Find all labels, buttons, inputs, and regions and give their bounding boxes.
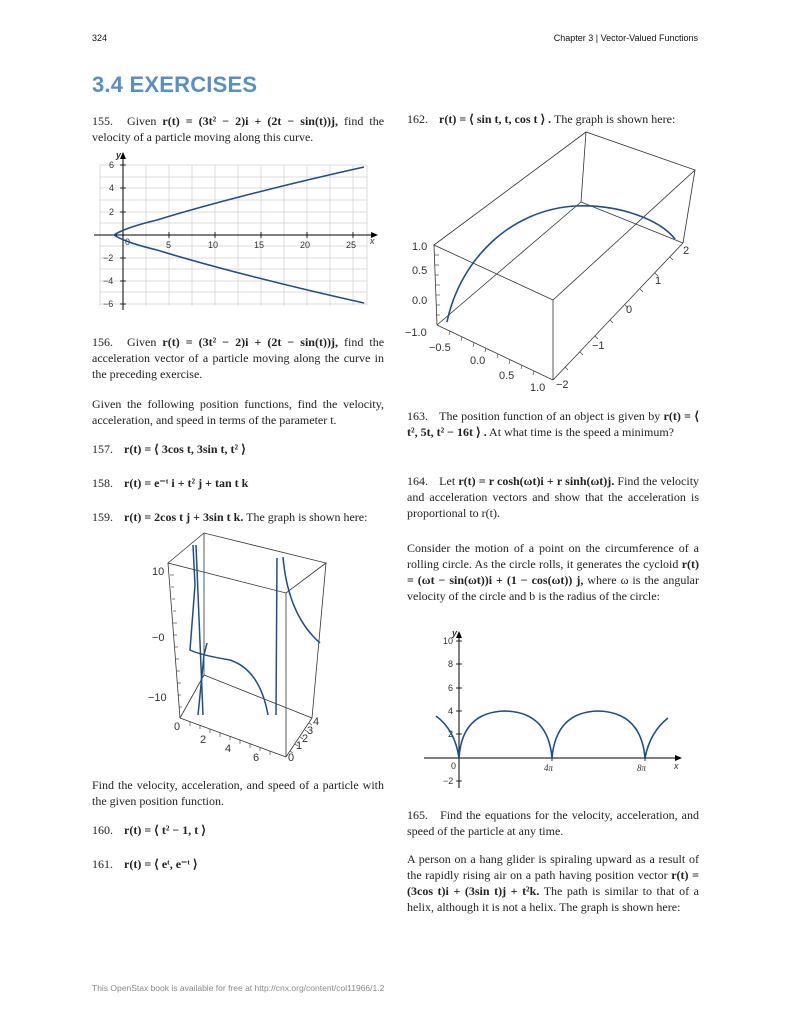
chapter-title: Chapter 3 | Vector-Valued Functions [553,33,698,43]
svg-text:10: 10 [152,566,165,578]
svg-text:2: 2 [109,207,115,217]
svg-text:0: 0 [451,761,457,771]
svg-text:4: 4 [225,743,232,755]
exercise-160: 160. r(t) = ⟨ t² − 1, t ⟩ [92,823,206,837]
svg-text:−0: −0 [152,632,165,644]
svg-text:y: y [116,150,122,160]
svg-text:1: 1 [296,740,303,752]
svg-text:10: 10 [208,240,219,250]
svg-text:−2: −2 [556,379,569,391]
svg-text:15: 15 [254,240,265,250]
svg-text:6: 6 [253,752,260,764]
cycloid-curve [436,711,668,758]
svg-text:x: x [370,236,375,246]
svg-text:6: 6 [448,683,454,693]
parametric-curve [447,206,675,322]
svg-text:20: 20 [300,240,311,250]
svg-text:0: 0 [125,237,131,247]
math-expression: r(t) = (3t² − 2)i + (2t − sin(t))j, [162,114,338,128]
svg-text:−4: −4 [103,276,114,286]
section-title: 3.4 EXERCISES [92,72,258,97]
svg-text:4: 4 [313,716,320,728]
svg-text:1: 1 [655,275,662,287]
svg-text:6: 6 [109,160,115,170]
svg-text:−2: −2 [443,776,454,786]
figure-cycloid [410,620,700,790]
exercise-161: 161. r(t) = ⟨ eᵗ, e⁻ᵗ ⟩ [92,857,198,871]
cycloid-description: Consider the motion of a point on the circumference of a rolling circle. As the circle rolls, it generates the cycloid r(t) = (ωt − sin(ωt))i + (1 − cos(ωt)) j, where ω is the angular velocity of the circle and b is the radius of the circle: [407,541,700,603]
svg-text:1.0: 1.0 [530,382,546,394]
svg-text:8: 8 [448,659,454,669]
svg-text:2: 2 [448,729,454,739]
page-number: 324 [92,33,108,43]
svg-text:4π: 4π [544,763,554,773]
svg-text:0: 0 [626,304,633,316]
figure-155-parabola [92,148,384,313]
curve-segments [190,545,320,715]
hang-glider-description: A person on a hang glider is spiraling upward as a result of the rapidly rising air on a path having position vector r(t) = (3cos t)i + (3sin t)j + t²k. The path is similar to that of a helix, although it is not a helix. The graph is shown here: [407,852,700,914]
svg-text:−1.0: −1.0 [405,327,427,339]
exercise-162: 162. r(t) = ⟨ sin t, t, cos t ⟩ . The graph is shown here: [407,112,676,126]
svg-text:0.5: 0.5 [499,370,515,382]
svg-text:3: 3 [307,725,314,737]
instructions-160: Find the velocity, acceleration, and speed of a particle with the given position function. [92,778,384,808]
svg-text:2: 2 [302,733,309,745]
svg-text:25: 25 [346,240,357,250]
svg-text:y: y [452,628,458,638]
exercise-155: 155. Given r(t) = (3t² − 2)i + (2t − sin(t))j, find the velocity of a particle moving along this curve. [92,114,385,144]
footer-notice: This OpenStax book is available for free at http://cnx.org/content/col11966/1.2 [92,983,385,993]
exercise-159: 159. r(t) = 2cos t j + 3sin t k. The graph is shown here: [92,510,368,524]
svg-text:−0.5: −0.5 [429,342,451,354]
instructions-157: Given the following position functions, find the velocity, acceleration, and speed in terms of the parameter t. [92,397,384,427]
exercise-158: 158. r(t) = e⁻ᵗ i + t² j + tan t k [92,476,249,490]
3d-box [434,132,695,380]
exercise-164: 164. Let r(t) = r cosh(ωt)i + r sinh(ωt)j. Find the velocity and acceleration vectors and show that the acceleration is proportional to r(t). [407,474,700,520]
svg-text:2: 2 [200,734,207,746]
svg-text:2: 2 [683,245,690,257]
exercise-165: 165. Find the equations for the velocity, acceleration, and speed of the particle at any time. [407,808,700,838]
svg-text:1.0: 1.0 [412,241,428,253]
svg-text:x: x [674,761,679,771]
svg-text:−6: −6 [103,299,114,309]
svg-text:4: 4 [109,183,115,193]
svg-text:−2: −2 [103,253,114,263]
3d-box [168,533,326,757]
figure-162-3d-plot [400,130,710,400]
svg-text:8π: 8π [637,763,647,773]
exercise-163: 163. The position function of an object is given by r(t) = ⟨ t², 5t, t² − 16t ⟩ . At what time is the speed a minimum? [407,409,700,439]
svg-text:0.0: 0.0 [470,355,486,367]
svg-text:10: 10 [443,636,454,646]
svg-text:4: 4 [448,706,454,716]
svg-text:0: 0 [174,721,181,733]
figure-159-3d-plot [140,525,340,775]
svg-text:0: 0 [288,752,295,764]
svg-text:5: 5 [166,240,172,250]
exercise-157: 157. r(t) = ⟨ 3cos t, 3sin t, t² ⟩ [92,442,246,456]
svg-text:0.5: 0.5 [412,265,428,277]
svg-text:−10: −10 [148,692,167,704]
svg-text:−1: −1 [592,340,605,352]
exercise-156: 156. Given r(t) = (3t² − 2)i + (2t − sin(t))j, find the acceleration vector of a particle moving along the curve in the preceding exercise. [92,335,385,381]
svg-text:0.0: 0.0 [412,295,428,307]
